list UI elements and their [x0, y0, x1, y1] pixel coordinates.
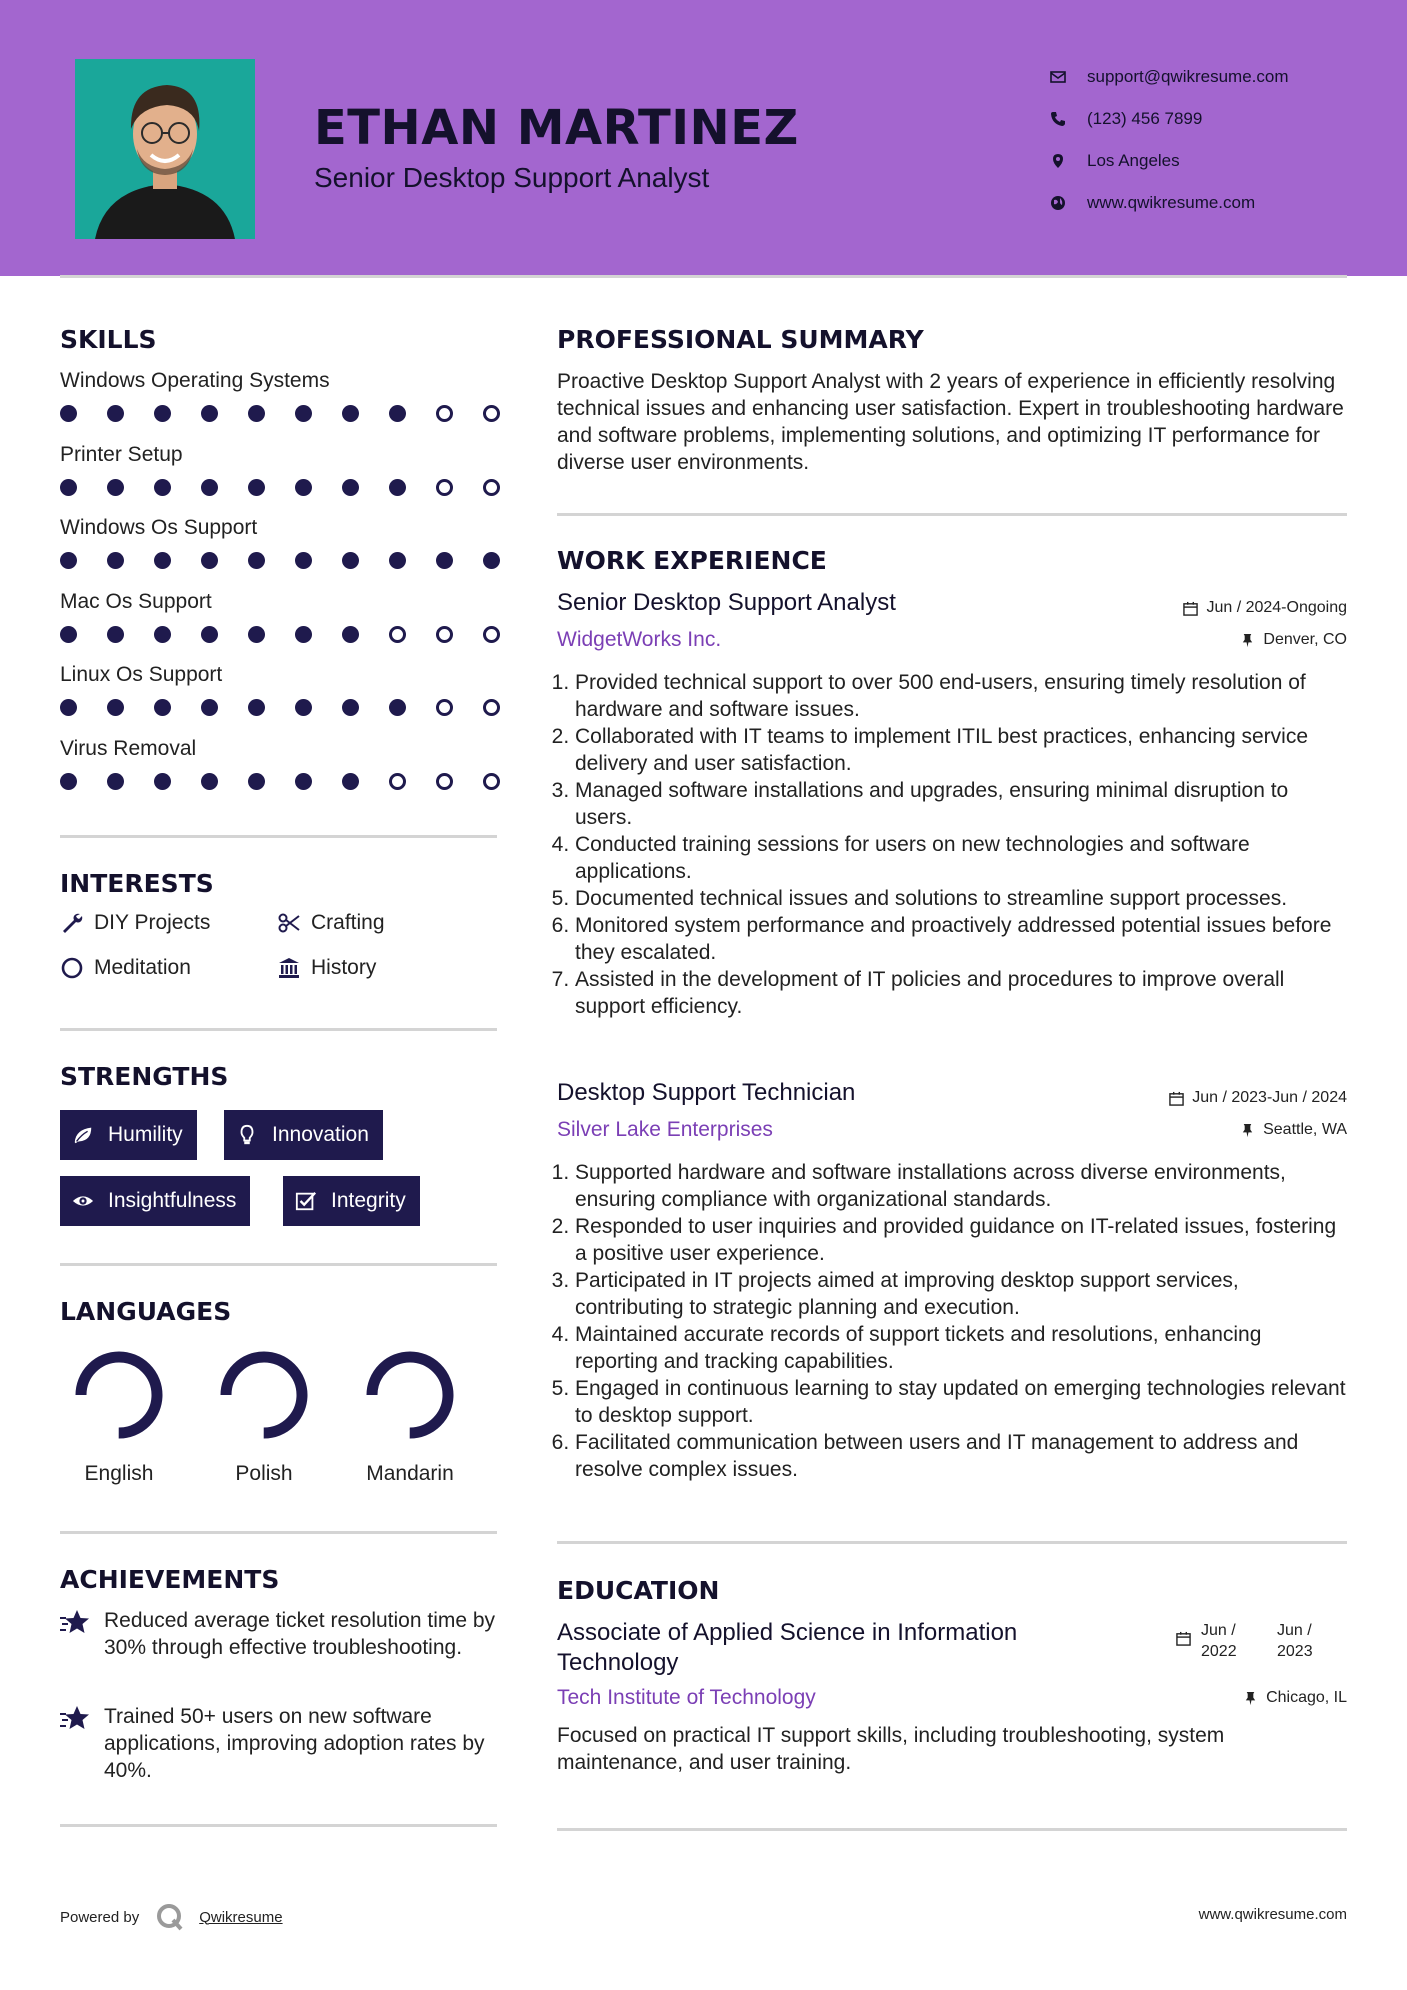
- education-school: Tech Institute of Technology: [557, 1686, 816, 1709]
- job-bullets: [557, 1159, 1347, 1483]
- job-bullet: 1. Provided technical support to over 500 end-users, ensuring timely resolution of hardware and software issues.: [575, 669, 1347, 723]
- achievement-item: [60, 1607, 500, 1661]
- achievement-text: Reduced average ticket resolution time by 30% through effective troubleshooting.: [104, 1609, 496, 1659]
- rating-dot-filled: [342, 699, 359, 716]
- contact-location: [1050, 140, 1289, 182]
- skill-rating: [60, 626, 500, 643]
- rating-dot-filled: [248, 552, 265, 569]
- rating-dot-filled: [248, 405, 265, 422]
- candidate-name: ETHAN MARTINEZ: [314, 100, 799, 156]
- rating-dot-filled: [248, 773, 265, 790]
- leaf-icon: [72, 1124, 94, 1146]
- skill-item: [60, 735, 500, 790]
- job-title: Desktop Support Technician: [557, 1079, 856, 1106]
- phone-icon: [1050, 111, 1066, 127]
- proficiency-arc: [226, 1357, 302, 1433]
- experience-divider: [557, 1541, 1347, 1544]
- skill-name: Printer Setup: [60, 442, 183, 466]
- rating-dot-filled: [295, 626, 312, 643]
- rating-dot-empty: [483, 773, 500, 790]
- rating-dot-filled: [107, 699, 124, 716]
- interest-label: Crafting: [311, 911, 385, 934]
- skill-name: Mac Os Support: [60, 589, 212, 613]
- skill-item: [60, 514, 500, 569]
- language-item: [64, 1348, 174, 1486]
- rating-dot-filled: [60, 699, 77, 716]
- job-dates-text: Jun / 2024-Ongoing: [1206, 599, 1347, 616]
- summary-heading: PROFESSIONAL SUMMARY: [557, 325, 924, 354]
- location-text: Los Angeles: [1087, 151, 1180, 170]
- skill-rating: [60, 405, 500, 422]
- footer-powered-by: [60, 1902, 283, 1932]
- rating-dot-filled: [483, 552, 500, 569]
- pushpin-icon: [1240, 633, 1255, 648]
- rating-dot-filled: [389, 552, 406, 569]
- rating-dot-empty: [436, 479, 453, 496]
- strength-label: Integrity: [331, 1189, 406, 1212]
- achievement-text: Trained 50+ users on new software applications, improving adoption rates by 40%.: [104, 1705, 485, 1782]
- education-start-year: 2022: [1201, 1643, 1237, 1660]
- education-dates: [1176, 1620, 1313, 1662]
- education-start-month: Jun /: [1201, 1622, 1236, 1639]
- education-location-text: Chicago, IL: [1266, 1689, 1347, 1706]
- job-bullet: 1. Supported hardware and software installations across diverse environments, ensuring compliance with organizational standards.: [575, 1159, 1347, 1213]
- skill-rating: [60, 773, 500, 790]
- interest-label: Meditation: [94, 956, 191, 979]
- education-heading: EDUCATION: [557, 1576, 720, 1605]
- rating-dot-filled: [342, 773, 359, 790]
- interest-meditation: [60, 956, 191, 980]
- map-pin-icon: [1050, 153, 1066, 169]
- interest-history: [277, 956, 376, 980]
- wrench-icon: [60, 911, 84, 935]
- eye-icon: [72, 1190, 94, 1212]
- education-degree: Associate of Applied Science in Information Technology: [557, 1619, 1018, 1676]
- rating-dot-filled: [201, 552, 218, 569]
- rating-dot-empty: [389, 773, 406, 790]
- job-bullet: 3. Participated in IT projects aimed at improving desktop support services, contributing to strategic planning and execution.: [575, 1267, 1347, 1321]
- rating-dot-filled: [248, 626, 265, 643]
- rating-dot-empty: [483, 405, 500, 422]
- rating-dot-filled: [60, 773, 77, 790]
- job-bullet: 5. Documented technical issues and solutions to streamline support processes.: [575, 885, 1347, 912]
- rating-dot-filled: [201, 405, 218, 422]
- qwikresume-link[interactable]: Qwikresume: [199, 1908, 283, 1926]
- language-item: [355, 1348, 465, 1486]
- skill-rating: [60, 552, 500, 569]
- education-end-month: Jun /: [1277, 1622, 1312, 1639]
- rating-dot-filled: [154, 773, 171, 790]
- globe-icon: [1050, 195, 1066, 211]
- rating-dot-filled: [201, 773, 218, 790]
- rating-dot-filled: [201, 699, 218, 716]
- header-banner: [0, 0, 1407, 276]
- skill-name: Virus Removal: [60, 736, 197, 760]
- rating-dot-filled: [154, 699, 171, 716]
- languages-heading: LANGUAGES: [60, 1297, 232, 1326]
- rating-dot-empty: [436, 699, 453, 716]
- job-company: Silver Lake Enterprises: [557, 1118, 773, 1141]
- rating-dot-empty: [436, 773, 453, 790]
- rating-dot-filled: [342, 479, 359, 496]
- rating-dot-filled: [389, 405, 406, 422]
- check-square-icon: [295, 1190, 317, 1212]
- job-title: Senior Desktop Support Analyst: [557, 589, 896, 616]
- rating-dot-empty: [389, 626, 406, 643]
- achievements-divider: [60, 1824, 497, 1827]
- contact-email[interactable]: [1050, 56, 1289, 98]
- job-bullet: 7. Assisted in the development of IT policies and procedures to improve overall support efficiency.: [575, 966, 1347, 1020]
- job-bullet: 4. Maintained accurate records of support tickets and resolutions, enhancing reporting and tracking capabilities.: [575, 1321, 1347, 1375]
- rating-dot-empty: [483, 699, 500, 716]
- job-dates: [1169, 1089, 1347, 1107]
- summary-text: Proactive Desktop Support Analyst with 2 years of experience in efficiently resolving technical issues and enhancing user satisfaction. Expert in troubleshooting hardware and software problems, implementing solutions, and optimizing IT performance for diverse user environments.: [557, 370, 1344, 474]
- job-location-text: Seattle, WA: [1263, 1121, 1347, 1138]
- rating-dot-filled: [389, 479, 406, 496]
- job-location-text: Denver, CO: [1263, 631, 1347, 648]
- rating-dot-filled: [248, 479, 265, 496]
- rating-dot-filled: [295, 552, 312, 569]
- strength-insightfulness: [60, 1176, 250, 1226]
- calendar-icon: [1183, 601, 1198, 616]
- rating-dot-filled: [342, 626, 359, 643]
- education-end-year: 2023: [1277, 1643, 1313, 1660]
- rating-dot-filled: [60, 405, 77, 422]
- powered-by-text: Powered by: [60, 1908, 140, 1926]
- education-location: [1243, 1689, 1347, 1707]
- job-dates: [1183, 599, 1347, 617]
- achievements-heading: ACHIEVEMENTS: [60, 1565, 280, 1594]
- job-bullet: 2. Collaborated with IT teams to implement ITIL best practices, enhancing service delivery and user satisfaction.: [575, 723, 1347, 777]
- strengths-divider: [60, 1263, 497, 1266]
- rating-dot-filled: [295, 773, 312, 790]
- skill-name: Windows Operating Systems: [60, 369, 330, 392]
- rating-dot-filled: [342, 552, 359, 569]
- person-portrait-icon: [75, 59, 255, 239]
- header-divider: [60, 275, 1347, 278]
- rating-dot-filled: [107, 552, 124, 569]
- scissors-icon: [277, 911, 301, 935]
- candidate-title: Senior Desktop Support Analyst: [314, 162, 710, 193]
- language-proficiency-ring: [217, 1348, 311, 1442]
- qwikresume-logo-icon: [155, 1902, 185, 1932]
- rating-dot-filled: [389, 699, 406, 716]
- rating-dot-empty: [483, 626, 500, 643]
- skill-rating: [60, 699, 500, 716]
- email-text: support@qwikresume.com: [1087, 67, 1289, 86]
- phone-text: (123) 456 7899: [1087, 109, 1203, 128]
- experience-heading: WORK EXPERIENCE: [557, 546, 827, 575]
- pushpin-icon: [1240, 1123, 1255, 1138]
- rating-dot-filled: [295, 479, 312, 496]
- interest-diy-projects: [60, 911, 210, 935]
- rating-dot-filled: [201, 626, 218, 643]
- language-name: English: [84, 1462, 154, 1485]
- rating-dot-filled: [154, 479, 171, 496]
- job-bullets: [557, 669, 1347, 1020]
- museum-icon: [277, 956, 301, 980]
- rating-dot-filled: [107, 479, 124, 496]
- lightbulb-icon: [236, 1124, 258, 1146]
- skill-name: Linux Os Support: [60, 663, 223, 686]
- rating-dot-filled: [60, 626, 77, 643]
- language-name: Polish: [235, 1462, 293, 1485]
- interests-divider: [60, 1028, 497, 1031]
- interest-label: History: [311, 956, 377, 979]
- job-bullet: 3. Managed software installations and upgrades, ensuring minimal disruption to users.: [575, 777, 1347, 831]
- skill-item: [60, 441, 500, 496]
- job-bullet: 6. Facilitated communication between users and IT management to address and resolve complex issues.: [575, 1429, 1347, 1483]
- rating-dot-filled: [295, 699, 312, 716]
- strength-label: Insightfulness: [108, 1189, 237, 1212]
- strength-innovation: [224, 1110, 383, 1160]
- rating-dot-filled: [436, 552, 453, 569]
- language-proficiency-ring: [72, 1348, 166, 1442]
- achievement-item: [60, 1703, 500, 1784]
- skill-item: [60, 367, 500, 422]
- rating-dot-filled: [154, 405, 171, 422]
- star-icon: [60, 1608, 92, 1636]
- job-location: [1240, 1121, 1347, 1139]
- language-name: Mandarin: [366, 1462, 454, 1485]
- profile-photo: [75, 59, 255, 239]
- footer-url[interactable]: www.qwikresume.com: [1198, 1906, 1347, 1923]
- strength-humility: [60, 1110, 197, 1160]
- language-proficiency-ring: [363, 1348, 457, 1442]
- languages-divider: [60, 1531, 497, 1534]
- contact-website[interactable]: [1050, 182, 1289, 224]
- rating-dot-empty: [436, 405, 453, 422]
- job-bullet: 6. Monitored system performance and proactively addressed potential issues before they escalated.: [575, 912, 1347, 966]
- rating-dot-filled: [107, 405, 124, 422]
- job-bullet: 4. Conducted training sessions for users on new technologies and software applications.: [575, 831, 1347, 885]
- rating-dot-filled: [60, 552, 77, 569]
- job-company: WidgetWorks Inc.: [557, 628, 722, 651]
- skill-item: [60, 588, 500, 643]
- job-location: [1240, 631, 1347, 649]
- star-icon: [60, 1704, 92, 1732]
- strength-label: Humility: [108, 1123, 183, 1146]
- skill-rating: [60, 479, 500, 496]
- language-item: [209, 1348, 319, 1486]
- rating-dot-filled: [154, 626, 171, 643]
- skills-divider: [60, 835, 497, 838]
- pushpin-icon: [1243, 1691, 1258, 1706]
- interests-heading: INTERESTS: [60, 869, 214, 898]
- rating-dot-empty: [436, 626, 453, 643]
- rating-dot-filled: [60, 479, 77, 496]
- summary-divider: [557, 513, 1347, 516]
- education-description: Focused on practical IT support skills, including troubleshooting, system maintenance, and user training.: [557, 1724, 1225, 1774]
- skill-item: [60, 661, 500, 716]
- contact-phone[interactable]: [1050, 98, 1289, 140]
- interest-label: DIY Projects: [94, 911, 211, 934]
- job-dates-text: Jun / 2023-Jun / 2024: [1192, 1089, 1347, 1106]
- skill-name: Windows Os Support: [60, 516, 258, 539]
- website-text: www.qwikresume.com: [1087, 193, 1256, 212]
- rating-dot-filled: [342, 405, 359, 422]
- circle-icon: [60, 956, 84, 980]
- rating-dot-filled: [248, 699, 265, 716]
- interest-crafting: [277, 911, 385, 935]
- envelope-icon: [1050, 69, 1066, 85]
- rating-dot-filled: [107, 626, 124, 643]
- calendar-icon: [1176, 1631, 1191, 1646]
- rating-dot-filled: [154, 552, 171, 569]
- strength-label: Innovation: [272, 1123, 369, 1146]
- skills-heading: SKILLS: [60, 325, 157, 354]
- job-bullet: 2. Responded to user inquiries and provided guidance on IT-related issues, fostering a positive user experience.: [575, 1213, 1347, 1267]
- rating-dot-empty: [483, 479, 500, 496]
- job-bullet: 5. Engaged in continuous learning to stay updated on emerging technologies relevant to desktop support.: [575, 1375, 1347, 1429]
- contact-list: [1050, 56, 1289, 224]
- rating-dot-filled: [295, 405, 312, 422]
- rating-dot-filled: [201, 479, 218, 496]
- strength-integrity: [283, 1176, 420, 1226]
- education-divider: [557, 1828, 1347, 1831]
- proficiency-arc: [372, 1357, 448, 1433]
- calendar-icon: [1169, 1091, 1184, 1106]
- proficiency-arc: [81, 1357, 157, 1433]
- strengths-heading: STRENGTHS: [60, 1062, 229, 1091]
- rating-dot-filled: [107, 773, 124, 790]
